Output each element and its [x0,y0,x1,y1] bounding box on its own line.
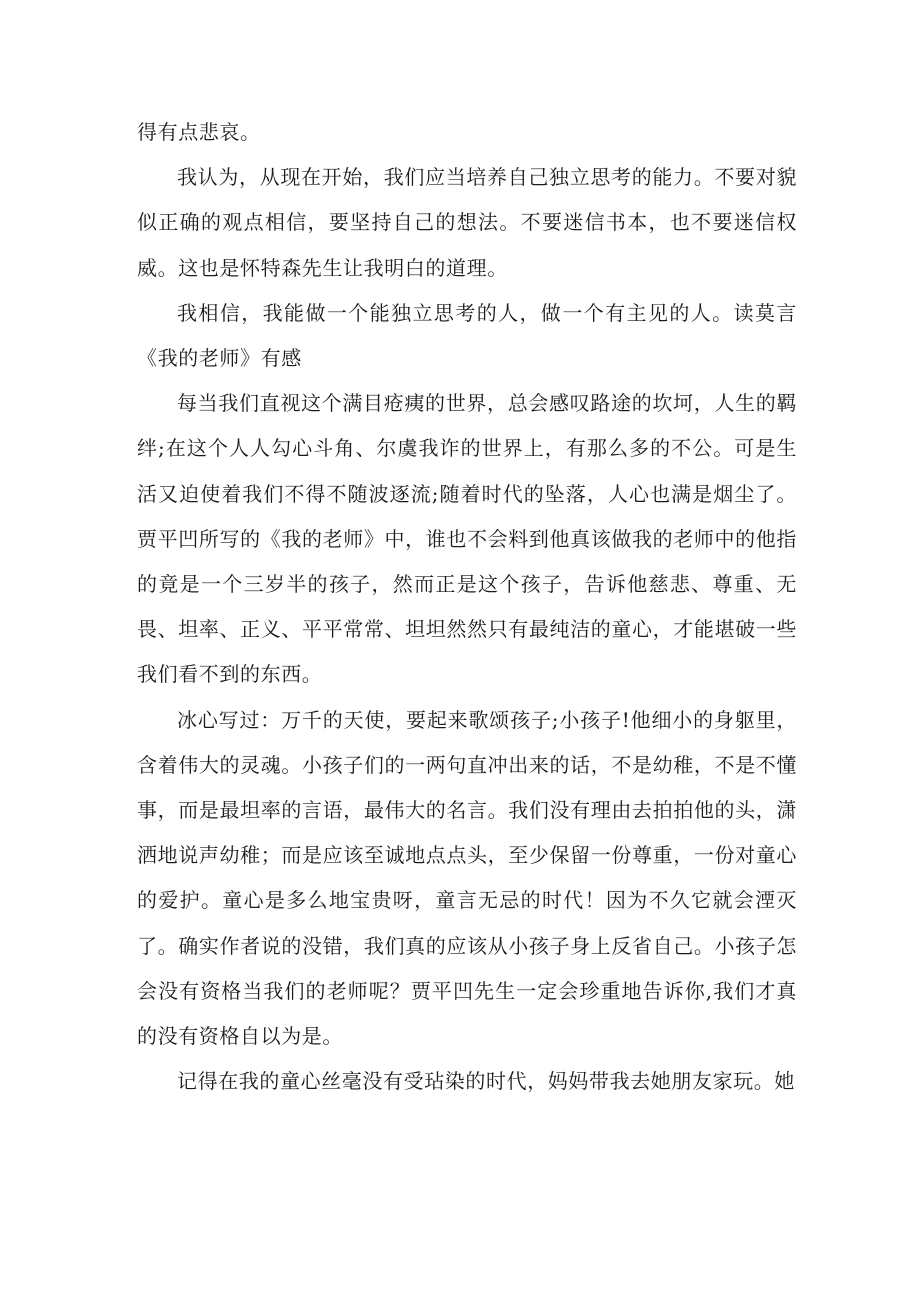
paragraph-3: 我相信，我能做一个能独立思考的人，做一个有主见的人。读莫言《我的老师》有感 [137,300,797,371]
paragraph-4: 每当我们直视这个满目疮痍的世界，总会感叹路途的坎坷，人生的羁绊;在这个人人勾心斗角、尔虞我诈的世界上，有那么多的不公。可是生活又迫使着我们不得不随波逐流;随着时代的坠落，人心也满是烟尘了。贾平凹所写的《我的老师》中，谁也不会料到他真该做我的老师中的他指的竟是一个三岁半的孩子，然而正是这个孩子，告诉他慈悲、尊重、无畏、坦率、正义、平平常常、坦坦然然只有最纯洁的童心，才能堪破一些我们看不到的东西。 [137,391,797,687]
paragraph-6: 记得在我的童心丝毫没有受玷染的时代，妈妈带我去她朋友家玩。她 [177,1069,795,1094]
document-body [137,110,797,1104]
paragraph-1: 得有点悲哀。 [137,120,261,144]
paragraph-2: 我认为，从现在开始，我们应当培养自己独立思考的能力。不要对貌似正确的观点相信，要坚持自己的想法。不要迷信书本，也不要迷信权威。这也是怀特森先生让我明白的道理。 [137,165,797,280]
paragraph-5: 冰心写过：万千的天使，要起来歌颂孩子;小孩子!他细小的身躯里，含着伟大的灵魂。小孩子们的一两句直冲出来的话，不是幼稚，不是不懂事，而是最坦率的言语，最伟大的名言。我们没有理由去拍拍他的头，潇洒地说声幼稚；而是应该至诚地点点头，至少保留一份尊重，一份对童心的爱护。童心是多么地宝贵呀，童言无忌的时代！因为不久它就会湮灭了。确实作者说的没错，我们真的应该从小孩子身上反省自己。小孩子怎会没有资格当我们的老师呢？贾平凹先生一定会珍重地告诉你,我们才真的没有资格自以为是。 [137,707,797,1049]
